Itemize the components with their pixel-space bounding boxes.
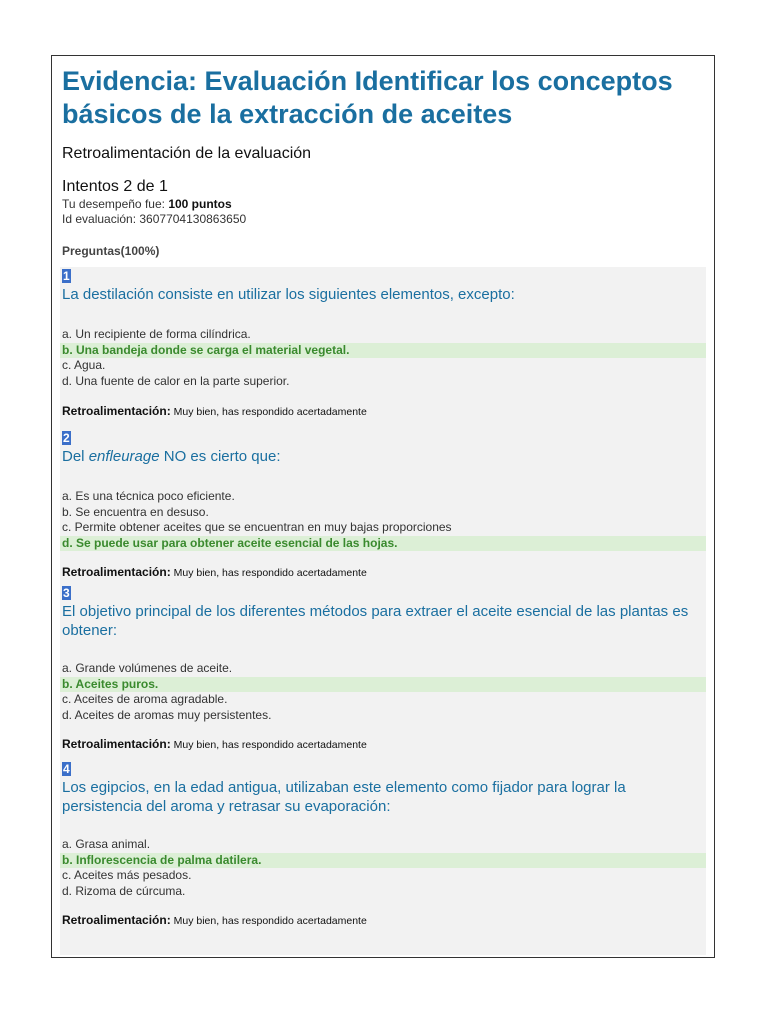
page-title: Evidencia: Evaluación Identificar los conceptos básicos de la extracción de aceites — [62, 66, 673, 129]
performance-score: 100 puntos — [168, 197, 232, 211]
option-d-correct: d. Se puede usar para obtener aceite esencial de las hojas. — [60, 536, 706, 552]
question-number-badge: 2 — [63, 431, 70, 445]
feedback-text: Muy bien, has respondido acertadamente — [173, 739, 367, 751]
option-a: a. Es una técnica poco eficiente. — [62, 489, 235, 503]
question-text: El objetivo principal de los diferentes métodos para extraer el aceite esencial de las plantas es obtener: — [62, 603, 689, 639]
evaluation-document — [51, 55, 715, 958]
option-c: c. Aceites de aroma agradable. — [62, 692, 228, 706]
option-a: a. Grande volúmenes de aceite. — [62, 661, 233, 675]
feedback-text: Muy bien, has respondido acertadamente — [173, 567, 367, 579]
performance-line — [62, 197, 232, 211]
questions-panel — [60, 267, 706, 955]
attempts-counter: Intentos 2 de 1 — [62, 178, 168, 195]
question-text: Los egipcios, en la edad antigua, utilizaban este elemento como fijador para lograr la persistencia del aroma y retrasar su evaporación: — [62, 779, 626, 815]
performance-label: Tu desempeño fue: — [62, 197, 165, 211]
option-d: d. Rizoma de cúrcuma. — [62, 883, 186, 898]
feedback-text: Muy bien, has respondido acertadamente — [173, 406, 367, 418]
question-number-badge: 1 — [63, 269, 70, 283]
option-b-correct: b. Una bandeja donde se carga el material vegetal. — [60, 343, 706, 359]
feedback-line — [62, 404, 367, 418]
feedback-label: Retroalimentación: — [62, 404, 171, 418]
option-c: c. Aceites más pesados. — [62, 868, 192, 882]
answer-options — [60, 327, 706, 389]
feedback-line — [62, 913, 367, 927]
question-text: Del enfleurage NO es cierto que: — [62, 448, 281, 465]
option-c: c. Agua. — [62, 358, 106, 372]
question-number-badge: 4 — [63, 762, 70, 776]
question-emphasis: enfleurage — [88, 448, 160, 465]
question-number-badge: 3 — [63, 586, 70, 600]
option-b-correct: b. Aceites puros. — [60, 677, 706, 693]
feedback-heading: Retroalimentación de la evaluación — [62, 145, 312, 162]
answer-options — [60, 661, 706, 723]
answer-options — [60, 837, 706, 899]
feedback-label: Retroalimentación: — [62, 913, 171, 927]
option-d: d. Una fuente de calor en la parte superior. — [62, 373, 290, 388]
option-a: a. Un recipiente de forma cilíndrica. — [62, 327, 251, 341]
option-b: b. Se encuentra en desuso. — [62, 504, 209, 519]
option-a: a. Grasa animal. — [62, 837, 151, 851]
feedback-line — [62, 565, 367, 579]
answer-options — [60, 489, 706, 551]
question-text: La destilación consiste en utilizar los siguientes elementos, excepto: — [62, 286, 515, 303]
option-c: c. Permite obtener aceites que se encuentran en muy bajas proporciones — [62, 520, 452, 534]
evaluation-id: Id evaluación: 3607704130863650 — [62, 212, 247, 226]
option-d: d. Aceites de aromas muy persistentes. — [62, 707, 272, 722]
questions-heading: Preguntas(100%) — [62, 244, 160, 258]
option-b-correct: b. Inflorescencia de palma datilera. — [60, 853, 706, 869]
feedback-label: Retroalimentación: — [62, 565, 171, 579]
feedback-label: Retroalimentación: — [62, 737, 171, 751]
feedback-text: Muy bien, has respondido acertadamente — [173, 915, 367, 927]
feedback-line — [62, 737, 367, 751]
